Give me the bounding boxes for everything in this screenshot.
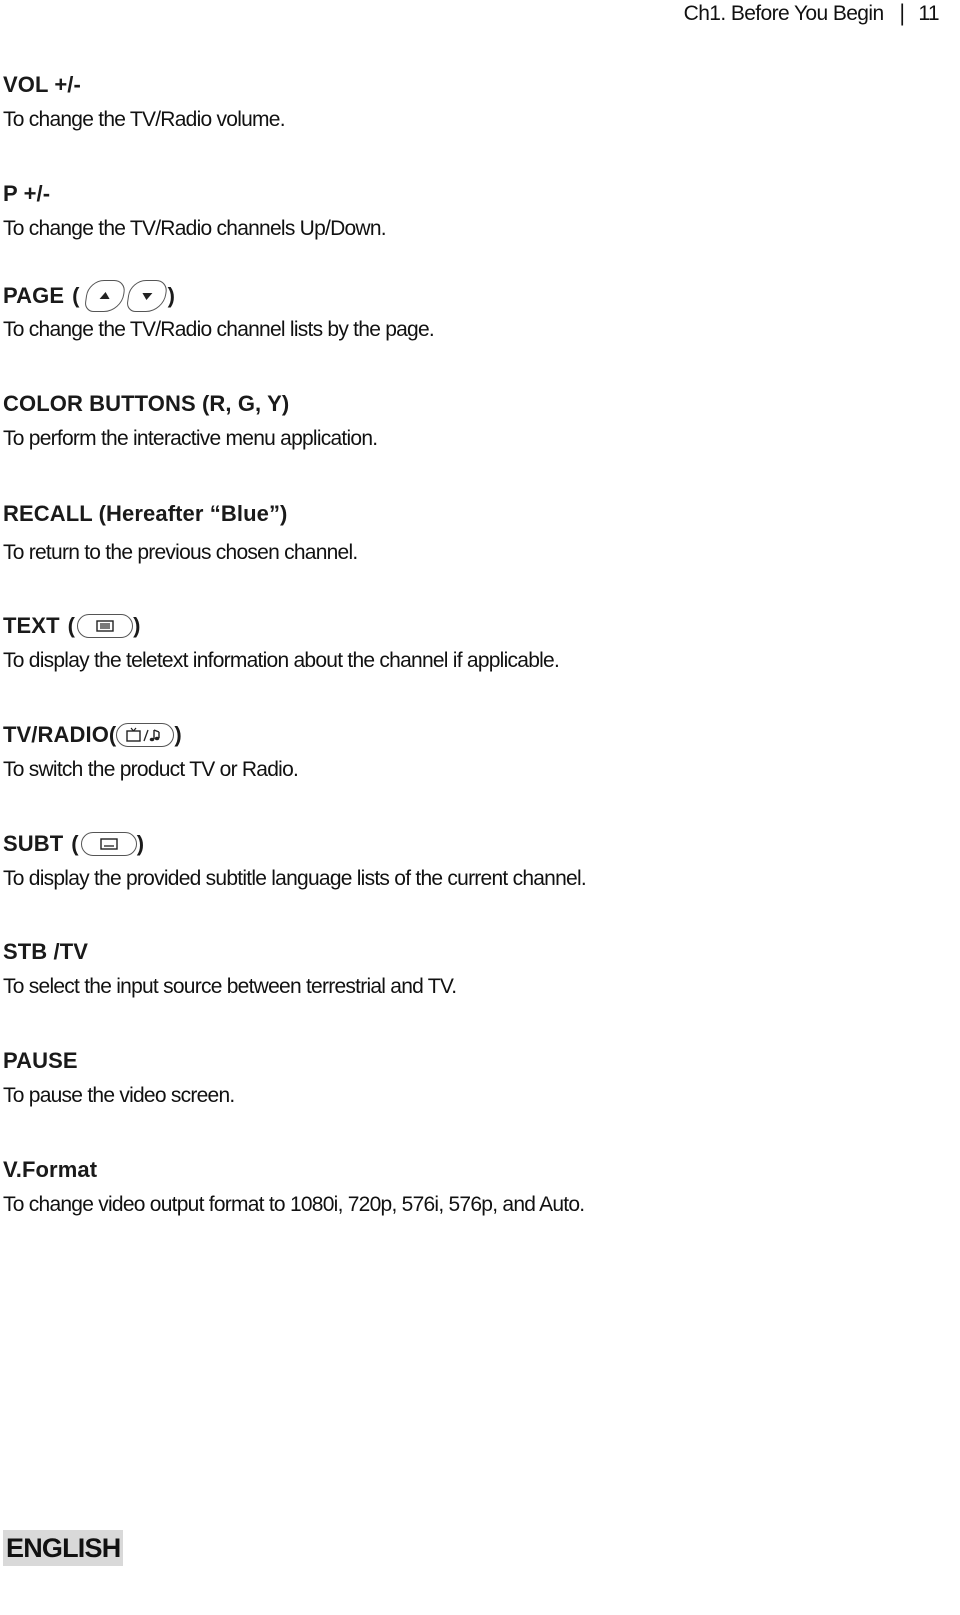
entry-description: To change the TV/Radio channels Up/Down. bbox=[3, 217, 386, 240]
entry-description: To display the teletext information about the channel if applicable. bbox=[3, 649, 560, 672]
page-down-icon bbox=[125, 280, 167, 312]
entry-title: PAUSE bbox=[3, 1048, 78, 1073]
entry-stb-tv bbox=[3, 939, 456, 1000]
tv-radio-icon bbox=[116, 723, 174, 747]
entry-program bbox=[3, 181, 386, 242]
entry-title-row: PAGE ( ) bbox=[3, 280, 434, 312]
entry-color-buttons bbox=[3, 391, 377, 452]
entry-recall bbox=[3, 501, 358, 566]
entry-title-row: SUBT ( ) bbox=[3, 831, 145, 856]
entry-title: STB /TV bbox=[3, 939, 89, 964]
entry-title: TV/RADIO bbox=[3, 722, 109, 747]
entry-pause bbox=[3, 1048, 235, 1109]
entry-description: To return to the previous chosen channel. bbox=[3, 541, 358, 564]
header-separator: | bbox=[899, 0, 905, 27]
entry-title: V.Format bbox=[3, 1157, 98, 1182]
entry-title: P +/- bbox=[3, 181, 51, 206]
subtitle-icon bbox=[81, 832, 137, 856]
entry-title: COLOR BUTTONS (R, G, Y) bbox=[3, 391, 290, 416]
page-up-icon bbox=[83, 280, 125, 312]
entry-title: TEXT bbox=[3, 613, 60, 638]
chapter-title: Ch1. Before You Begin bbox=[683, 2, 884, 25]
entry-description: To select the input source between terrestrial and TV. bbox=[3, 975, 457, 998]
page-header bbox=[684, 2, 939, 26]
entry-page bbox=[3, 280, 434, 343]
entry-title: VOL +/- bbox=[3, 72, 81, 97]
entry-subt bbox=[3, 831, 586, 892]
entry-v-format bbox=[3, 1157, 584, 1218]
language-label: ENGLISH bbox=[3, 1530, 123, 1566]
entry-description: To change the TV/Radio volume. bbox=[3, 108, 285, 131]
entry-description: To change video output format to 1080i, 720p, 576i, 576p, and Auto. bbox=[3, 1193, 585, 1216]
entry-title-row: TV/RADIO ( ) bbox=[3, 722, 182, 747]
entry-description: To change the TV/Radio channel lists by the page. bbox=[3, 318, 435, 341]
entry-description: To pause the video screen. bbox=[3, 1084, 235, 1107]
entry-title: SUBT bbox=[3, 831, 64, 856]
entry-description: To perform the interactive menu application. bbox=[3, 427, 378, 450]
entry-vol bbox=[3, 72, 285, 133]
entry-description: To switch the product TV or Radio. bbox=[3, 758, 299, 781]
entry-title: RECALL (Hereafter “Blue”) bbox=[3, 501, 288, 526]
entry-tv-radio bbox=[3, 722, 298, 783]
entry-text bbox=[3, 613, 559, 674]
page-number: 11 bbox=[918, 2, 939, 25]
teletext-icon bbox=[77, 614, 133, 638]
entry-title: PAGE bbox=[3, 283, 65, 308]
entry-title-row: TEXT ( ) bbox=[3, 613, 141, 638]
entry-description: To display the provided subtitle language lists of the current channel. bbox=[3, 867, 586, 890]
